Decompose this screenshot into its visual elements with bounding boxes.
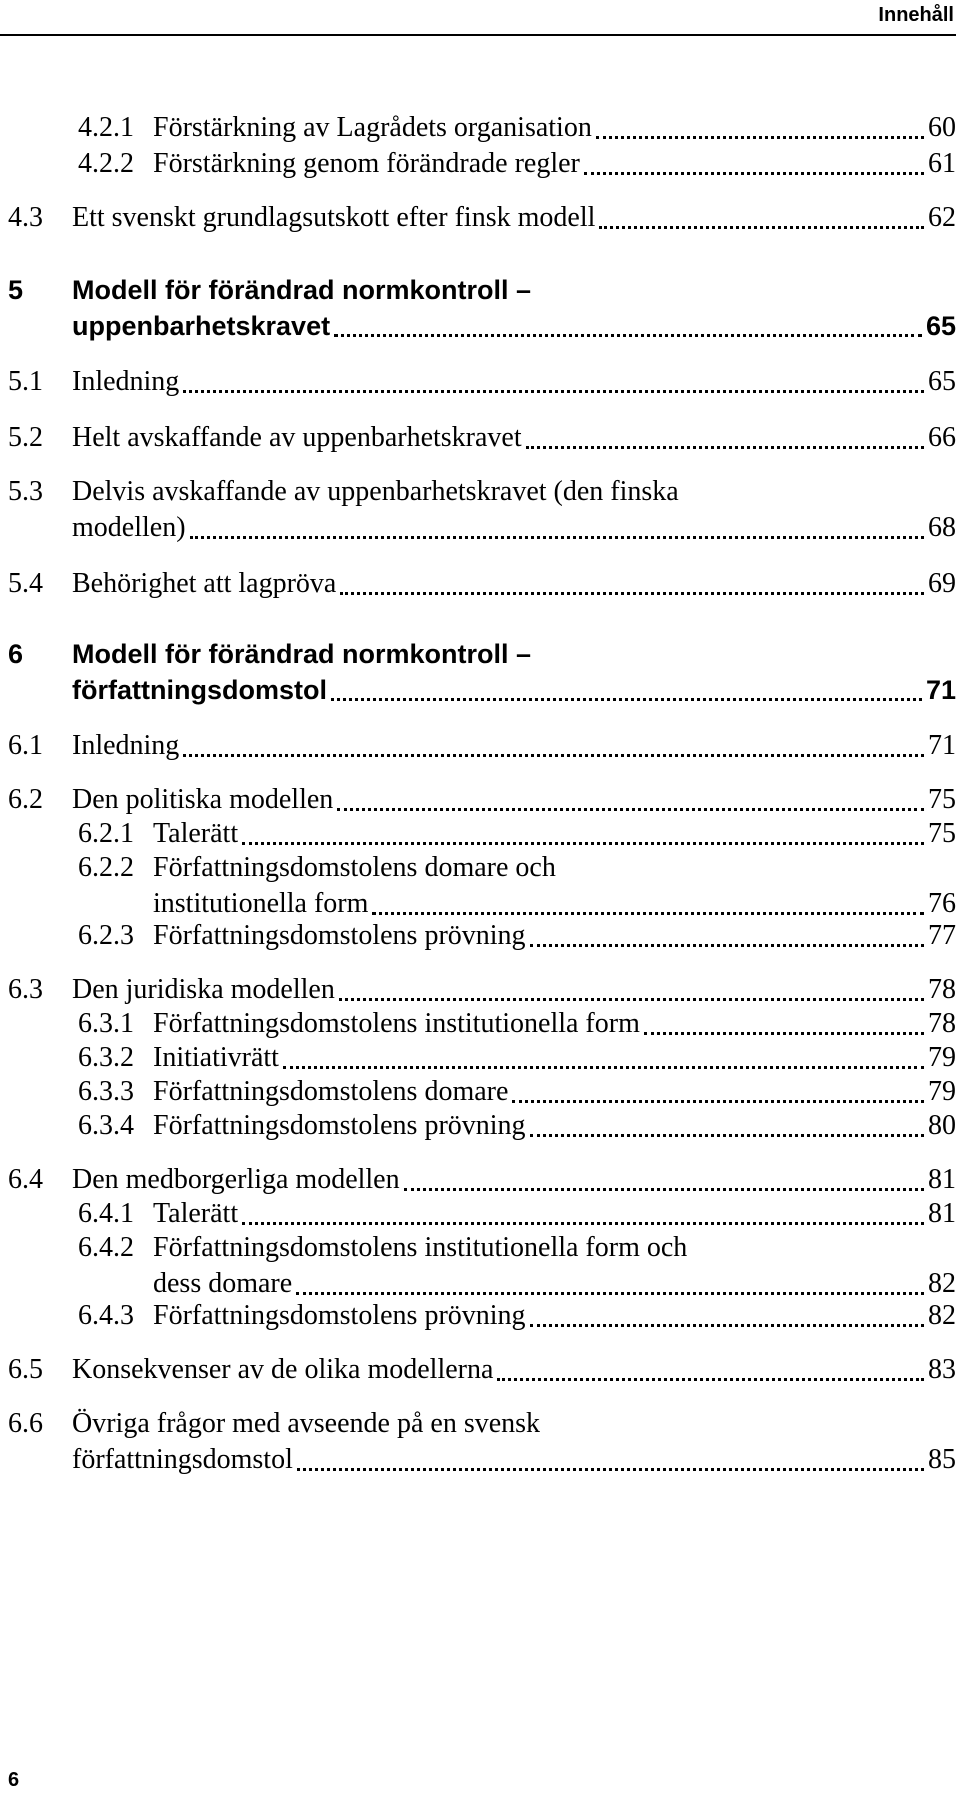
toc-page-number: 75 xyxy=(928,784,956,815)
toc-number: 6 xyxy=(8,639,24,669)
toc-number: 4.2.1 xyxy=(78,112,134,143)
dot-leader xyxy=(337,808,924,811)
toc-entry xyxy=(0,1074,960,1110)
dot-leader xyxy=(331,698,922,701)
toc-page-number: 61 xyxy=(928,148,956,179)
header-rule xyxy=(0,34,956,36)
toc-entry xyxy=(0,566,960,602)
toc-title-last-line: Ett svenskt grundlagsutskott efter finsk modell xyxy=(72,202,596,233)
dot-leader xyxy=(530,944,924,947)
toc-page-number: 66 xyxy=(928,422,956,453)
toc-page-number: 85 xyxy=(928,1444,956,1475)
toc-title-line: Delvis avskaffande av uppenbarhetskravet (den finska xyxy=(72,476,679,507)
toc-page-number: 71 xyxy=(928,730,956,761)
toc-page-number: 65 xyxy=(925,311,956,341)
toc-entry xyxy=(0,272,960,344)
toc-page-number: 71 xyxy=(925,675,956,705)
toc-page-number: 80 xyxy=(928,1110,956,1141)
toc-entry xyxy=(0,728,960,764)
dot-leader xyxy=(530,1134,924,1137)
toc-title-last-line: Författningsdomstolens prövning xyxy=(153,1300,526,1331)
toc-entry xyxy=(0,110,960,146)
toc-title-last-line: Inledning xyxy=(72,730,180,761)
toc-title-last-line: Inledning xyxy=(72,366,180,397)
dot-leader xyxy=(596,136,924,139)
dot-leader xyxy=(334,334,922,337)
toc-number: 6.2.1 xyxy=(78,818,134,849)
toc-number: 6.2 xyxy=(8,784,43,815)
toc-page-number: 79 xyxy=(928,1042,956,1073)
toc-title-last-line: Författningsdomstolens institutionella form xyxy=(153,1008,640,1039)
toc-page-number: 82 xyxy=(928,1300,956,1331)
toc-page-number: 79 xyxy=(928,1076,956,1107)
toc-title-last-line: Den politiska modellen xyxy=(72,784,334,815)
toc-page-number: 62 xyxy=(928,202,956,233)
toc-page-number: 81 xyxy=(928,1164,956,1195)
toc-entry xyxy=(0,474,960,546)
toc-entry xyxy=(0,1108,960,1144)
toc-entry xyxy=(0,816,960,852)
toc-number: 5.1 xyxy=(8,366,43,397)
toc-number: 6.1 xyxy=(8,730,43,761)
toc-number: 6.3.4 xyxy=(78,1110,134,1141)
toc-entry xyxy=(0,918,960,954)
dot-leader xyxy=(183,754,924,757)
dot-leader xyxy=(339,998,924,1001)
toc-page-number: 75 xyxy=(928,818,956,849)
toc-title-last-line: Den juridiska modellen xyxy=(72,974,335,1005)
toc-title-line: Författningsdomstolens domare och xyxy=(153,852,556,883)
toc-title-last-line: dess domare xyxy=(153,1268,293,1299)
dot-leader xyxy=(340,592,924,595)
toc-entry xyxy=(0,782,960,818)
toc-title-last-line: Förstärkning genom förändrade regler xyxy=(153,148,580,179)
dot-leader xyxy=(190,536,924,539)
toc-title-last-line: Konsekvenser av de olika modellerna xyxy=(72,1354,494,1385)
toc-number: 6.6 xyxy=(8,1408,43,1439)
dot-leader xyxy=(297,1468,924,1471)
toc-title-last-line: författningsdomstol xyxy=(72,1444,293,1475)
dot-leader xyxy=(599,226,924,229)
toc-entry xyxy=(0,1162,960,1198)
dot-leader xyxy=(530,1324,924,1327)
toc-number: 6.3 xyxy=(8,974,43,1005)
toc-number: 6.5 xyxy=(8,1354,43,1385)
toc-title-last-line: Förstärkning av Lagrådets organisation xyxy=(153,112,592,143)
toc-entry xyxy=(0,1406,960,1478)
toc-title-line: Författningsdomstolens institutionella form och xyxy=(153,1232,688,1263)
header-title: Innehåll xyxy=(878,4,954,26)
dot-leader xyxy=(372,912,924,915)
toc-entry xyxy=(0,1040,960,1076)
toc-title-last-line: Behörighet att lagpröva xyxy=(72,568,337,599)
toc-title-line: Modell för förändrad normkontroll – xyxy=(72,275,532,305)
toc-title-last-line: uppenbarhetskravet xyxy=(72,311,331,341)
toc-title-last-line: Helt avskaffande av uppenbarhetskravet xyxy=(72,422,522,453)
toc-title-last-line: modellen) xyxy=(72,512,186,543)
toc-page-number: 68 xyxy=(928,512,956,543)
dot-leader xyxy=(242,842,924,845)
toc-title-line: Övriga frågor med avseende på en svensk xyxy=(72,1408,541,1439)
dot-leader xyxy=(512,1100,924,1103)
toc-number: 5.2 xyxy=(8,422,43,453)
toc-entry xyxy=(0,850,960,922)
page-number: 6 xyxy=(8,1769,20,1791)
toc-entry xyxy=(0,200,960,236)
toc-number: 6.2.2 xyxy=(78,852,134,883)
toc-number: 6.4 xyxy=(8,1164,43,1195)
toc-title-last-line: Talerätt xyxy=(153,818,239,849)
toc-title-last-line: Talerätt xyxy=(153,1198,239,1229)
toc-number: 6.4.2 xyxy=(78,1232,134,1263)
dot-leader xyxy=(183,390,924,393)
toc-entry xyxy=(0,972,960,1008)
toc-number: 6.3.1 xyxy=(78,1008,134,1039)
toc-title-last-line: författningsdomstol xyxy=(72,675,327,705)
toc-title-last-line: Författningsdomstolens domare xyxy=(153,1076,509,1107)
toc-page-number: 60 xyxy=(928,112,956,143)
toc-title-last-line: Författningsdomstolens prövning xyxy=(153,920,526,951)
toc-title-last-line: Initiativrätt xyxy=(153,1042,279,1073)
dot-leader xyxy=(584,172,924,175)
toc-number: 6.2.3 xyxy=(78,920,134,951)
toc-number: 6.4.1 xyxy=(78,1198,134,1229)
toc-number: 5.4 xyxy=(8,568,43,599)
toc-entry xyxy=(0,146,960,182)
toc-number: 6.3.2 xyxy=(78,1042,134,1073)
toc-entry xyxy=(0,420,960,456)
toc-page-number: 83 xyxy=(928,1354,956,1385)
toc-page-number: 77 xyxy=(928,920,956,951)
toc-entry xyxy=(0,1298,960,1334)
toc-entry xyxy=(0,1230,960,1302)
toc-page-number: 78 xyxy=(928,974,956,1005)
dot-leader xyxy=(497,1378,924,1381)
toc-entry xyxy=(0,1006,960,1042)
dot-leader xyxy=(242,1222,924,1225)
dot-leader xyxy=(526,446,924,449)
toc-number: 4.2.2 xyxy=(78,148,134,179)
toc-entry xyxy=(0,1352,960,1388)
toc-entry xyxy=(0,364,960,400)
toc-page-number: 78 xyxy=(928,1008,956,1039)
toc-page-number: 69 xyxy=(928,568,956,599)
dot-leader xyxy=(644,1032,924,1035)
toc-number: 5 xyxy=(8,275,24,305)
toc-number: 4.3 xyxy=(8,202,43,233)
toc-number: 6.3.3 xyxy=(78,1076,134,1107)
dot-leader xyxy=(283,1066,924,1069)
dot-leader xyxy=(404,1188,924,1191)
toc-title-last-line: institutionella form xyxy=(153,888,369,919)
toc-entry xyxy=(0,1196,960,1232)
toc-number: 5.3 xyxy=(8,476,43,507)
toc-page-number: 65 xyxy=(928,366,956,397)
toc-title-last-line: Författningsdomstolens prövning xyxy=(153,1110,526,1141)
toc-page-number: 81 xyxy=(928,1198,956,1229)
toc-entry xyxy=(0,636,960,708)
dot-leader xyxy=(296,1292,924,1295)
toc-title-last-line: Den medborgerliga modellen xyxy=(72,1164,400,1195)
toc-title-line: Modell för förändrad normkontroll – xyxy=(72,639,532,669)
toc-page-number: 82 xyxy=(928,1268,956,1299)
toc-page-number: 76 xyxy=(928,888,956,919)
toc-number: 6.4.3 xyxy=(78,1300,134,1331)
